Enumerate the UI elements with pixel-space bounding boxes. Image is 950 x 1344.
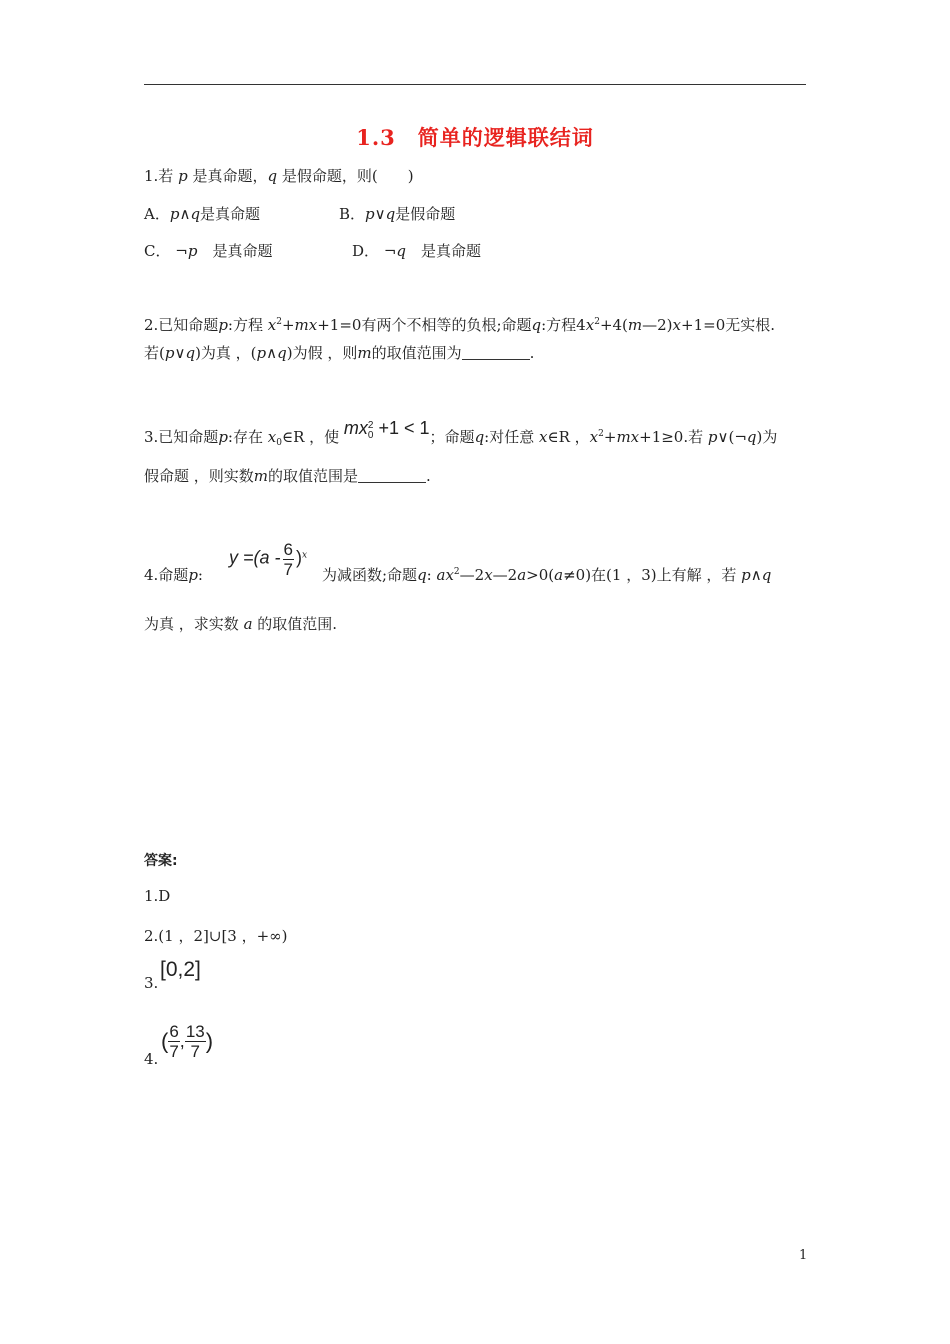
answer-blank [462, 345, 530, 360]
question-3-line-2: 假命题 ，则实数m的取值范围是 . [144, 467, 431, 485]
inequality-formula: mx 2 0 +1 < 1 [343, 418, 430, 441]
question-4-line-1: 为减函数;命题q: $ax^2—2x—2a>0(a\ne 0)$在(1 ，3)上有解 ，若 p∧q [322, 566, 772, 584]
answer-3-label: 3. [144, 974, 159, 992]
answer-2: 2.(1 ，2]∪[3 ，+∞) [144, 927, 288, 945]
answer-4-label: 4. [144, 1050, 159, 1068]
answer-3-formula: [0,2] [160, 958, 201, 981]
question-4-line-1-label: 4.命题p: [144, 566, 203, 584]
answer-4-formula: ( $\frac{6}{7}$ , $\frac{13}{7}$ ) [161, 1022, 214, 1061]
answers-heading: 答案: [144, 853, 178, 869]
answer-blank [358, 468, 426, 483]
option-a: A．p∧q是真命题 [144, 205, 261, 223]
header-rule [144, 84, 806, 85]
page-title: 1.3 简单的逻辑联结词 [356, 125, 594, 150]
answer-1: 1.D [144, 887, 171, 905]
option-c: C． ¬p 是真命题 [144, 242, 273, 260]
question-2-line-1: 2.已知命题p:方程 $x^2+mx+1=0$有两个不相等的负根;命题q:方程$4x^2+4(m—2)x+1=0$无实根. [144, 316, 776, 334]
question-2-line-2: 若(p∨q)为真 ，(p∧q)为假 ，则m的取值范围为 . [144, 344, 535, 362]
option-b: B．p∨q是假命题 [339, 205, 456, 223]
answer-4-fraction-upper: $\frac{13}{7}$ [185, 1022, 205, 1061]
question-3-line-1: 3.已知命题p:存在 $x_0\in R$ ，使 mx 2 0 +1 < 1；命题q:对任意 x∈R ，$x^2+mx+1\ge 0$.若 p∨(¬q)为 [144, 418, 778, 448]
page-number: 1 [799, 1248, 808, 1263]
formula-fraction: $\frac{6}{7}$ [283, 540, 293, 579]
option-d: D． ¬q 是真命题 [352, 242, 482, 260]
function-formula: y =(a - $\frac{6}{7}$ )$^x$ [229, 540, 308, 579]
answer-4-fraction-lower: $\frac{6}{7}$ [169, 1022, 179, 1061]
question-4-line-2: 为真 ，求实数 a 的取值范围. [144, 615, 338, 633]
question-1-stem: 1.若 p 是真命题，q 是假命题，则( ) [144, 167, 414, 185]
